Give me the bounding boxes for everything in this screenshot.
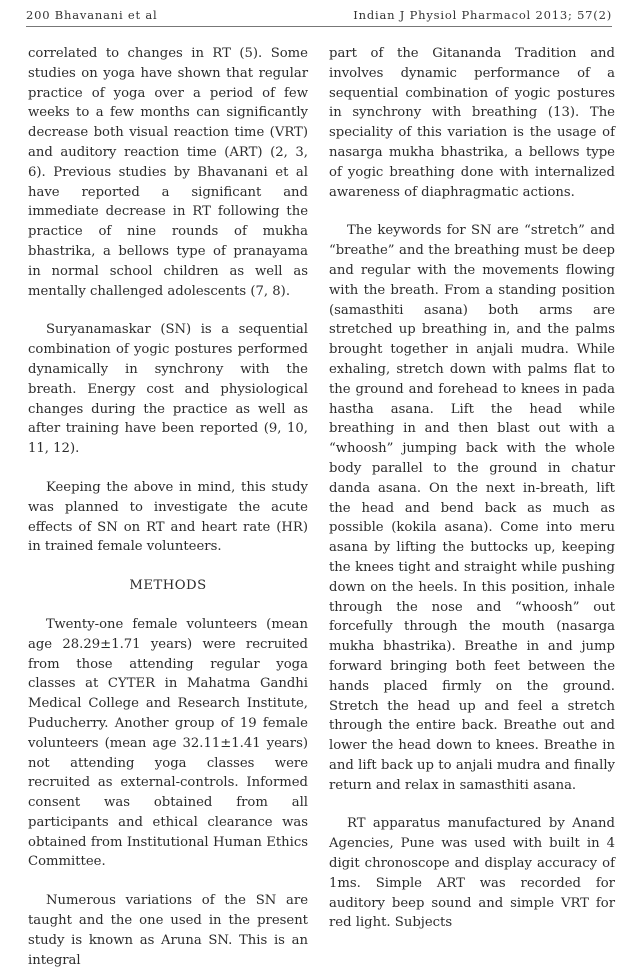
paragraph: Keeping the above in mind, this study was planned to investigate the acute effects of SN on RT and heart rate (HR) in trained female volunteers. (28, 479, 308, 555)
paragraph: RT apparatus manufactured by Anand Agencies, Pune was used with built in 4 digit chronoscope and display accuracy of 1ms. Simple ART was recorded for auditory beep sound and simple VRT for red light. Subjects (329, 816, 615, 931)
paragraph: Numerous variations of the SN are taught and the one used in the present study is known as Aruna SN. This is an integral (28, 893, 308, 968)
paragraph: The keywords for SN are “stretch” and “breathe” and the breathing must be deep and regular with the movements flowing with the breath. From a standing position (samasthiti asana) both arms are stretched up breathing in, and the palms brought together in anjali mudra. While exhaling, stretch down with palms flat to the ground and forehead to knees in pada hastha asana. Lift the head while breathing in and then blast out with a “whoosh” jumping back with the whole body parallel to the ground in chatur danda asana. On the next in-breath, lift the head and bend back as much as possible (kokila asana). Come into meru asana by lifting the buttocks up, keeping the knees tight and straight while pushing down on the heels. In this position, inhale through the nose and “whoosh” out forcefully through the mouth (nasarga mukha bhastrika). Breathe in and jump forward bringing both feet between the hands placed firmly on the ground. Stretch the head up and feel a stretch through the entire back. Breathe out and lower the head down to knees. Breathe in and lift back up to anjali mudra and finally return and relax in samasthiti asana. (329, 223, 615, 793)
paragraph: Suryanamaskar (SN) is a sequential combination of yogic postures performed dynamically in synchrony with the breath. Energy cost and physiological changes during the practice as well as after training have been reported (9, 10, 11, 12). (28, 322, 308, 457)
section-heading-methods: METHODS (129, 578, 207, 594)
right-column (329, 44, 615, 933)
paragraph: part of the Gitananda Tradition and involves dynamic performance of a sequential combination of yogic postures in synchrony with breathing (13). The speciality of this variation is the usage of nasarga mukha bhastrika, a bellows type of yogic breathing done with internalized awareness of diaphragmatic actions. (329, 46, 615, 200)
running-header (26, 8, 612, 27)
header-journal-citation: Indian J Physiol Pharmacol 2013; 57(2) (353, 8, 612, 22)
left-column (28, 44, 308, 970)
header-page-author: 200 Bhavanani et al (26, 8, 158, 22)
paragraph: Twenty-one female volunteers (mean age 28.29±1.71 years) were recruited from those attending regular yoga classes at CYTER in Mahatma Gandhi Medical College and Research Institute, Puducherry. Another group of 19 female volunteers (mean age 32.11±1.41 years) not attending yoga classes were recruited as external-controls. Informed consent was obtained from all participants and ethical clearance was obtained from Institutional Human Ethics Committee. (28, 616, 308, 870)
paragraph: correlated to changes in RT (5). Some studies on yoga have shown that regular practice of yoga over a period of few weeks to a few months can significantly decrease both visual reaction time (VRT) and auditory reaction time (ART) (2, 3, 6). Previous studies by Bhavanani et al have reported a significant and immediate decrease in RT following the practice of nine rounds of mukha bhastrika, a bellows type of pranayama in normal school children as well as mentally challenged adolescents (7, 8). (28, 46, 308, 299)
